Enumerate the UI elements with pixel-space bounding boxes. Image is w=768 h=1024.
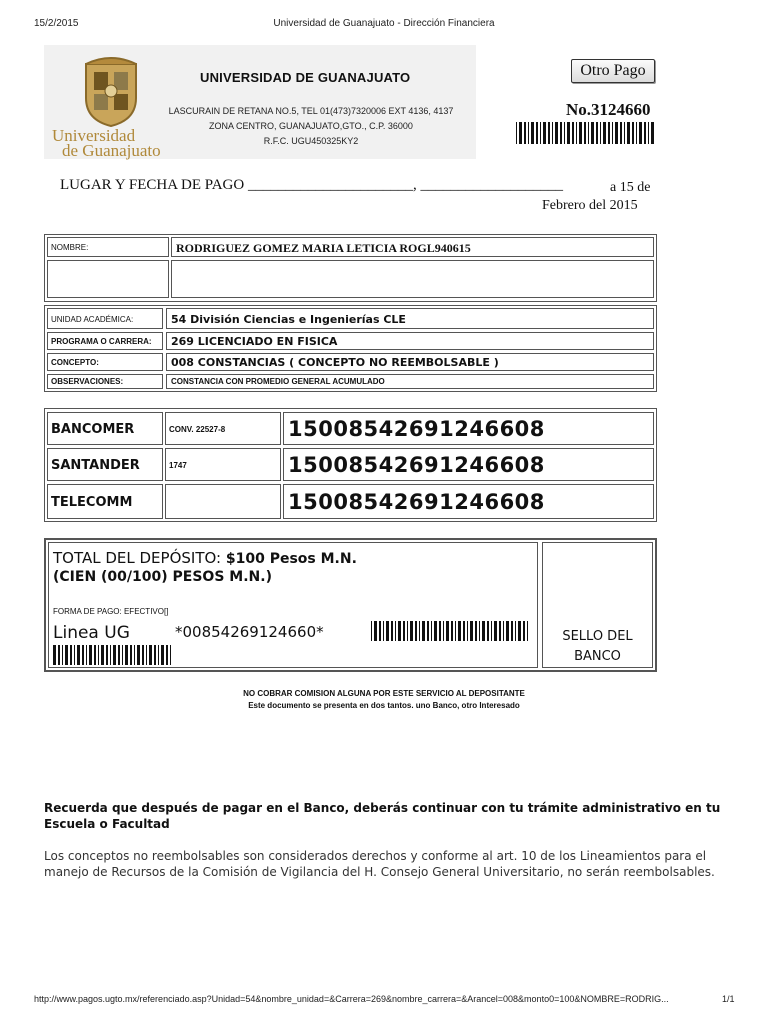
concepto-value: 008 CONSTANCIAS ( CONCEPTO NO REEMBOLSABLE )	[171, 356, 499, 369]
barcode-bar	[588, 122, 589, 144]
detail-label-cell	[47, 308, 163, 329]
university-title: UNIVERSIDAD DE GUANAJUATO	[200, 70, 411, 85]
bank-reference: 15008542691246608	[288, 417, 545, 441]
barcode-bar	[86, 645, 87, 665]
barcode-bar	[146, 645, 147, 665]
barcode-bar	[615, 122, 618, 144]
bank-name: SANTANDER	[51, 458, 140, 473]
fecha-line-2: Febrero del 2015	[542, 198, 638, 213]
barcode-bar	[519, 122, 522, 144]
conceptos-text: Los conceptos no reembolsables son considerados derechos y conforme al art. 10 de los Lineamientos para el manejo de Recursos de la Comisión de Vigilancia del H. Consejo General Universitario, no serán reembolsables.	[44, 849, 715, 879]
bank-convenio: 1747	[169, 461, 187, 470]
barcode-bar	[494, 621, 497, 641]
barcode-bar	[639, 122, 642, 144]
lugar-fecha-label: LUGAR Y FECHA DE PAGO ______________________, ___________________	[60, 177, 563, 193]
note-line-2: Este documento se presenta en dos tantos. uno Banco, otro Interesado	[248, 701, 520, 710]
bank-conv-cell	[165, 484, 281, 519]
nombre-label: NOMBRE:	[51, 243, 89, 252]
print-title: Universidad de Guanajuato - Dirección Financiera	[273, 18, 495, 29]
barcode-bar	[170, 645, 171, 665]
barcode-bar	[644, 122, 646, 144]
barcode-bar	[543, 122, 546, 144]
nombre-label-cell	[47, 237, 169, 257]
folio-barcode	[516, 122, 656, 144]
sello-line-1: SELLO DEL	[562, 629, 633, 644]
bank-ref-cell	[283, 448, 654, 481]
observaciones-value: CONSTANCIA CON PROMEDIO GENERAL ACUMULADO	[171, 377, 385, 386]
total-label: TOTAL DEL DEPÓSITO:	[53, 549, 222, 567]
barcode-bar	[149, 645, 152, 665]
barcode-bar	[540, 122, 541, 144]
logo-line1: Universidad	[52, 126, 136, 145]
barcode-bar	[555, 122, 558, 144]
barcode-bar	[383, 621, 384, 641]
bank-convenio: CONV. 22527-8	[169, 425, 226, 434]
bank-reference: 15008542691246608	[288, 453, 545, 477]
photo-cell	[47, 260, 169, 298]
barcode-bar	[113, 645, 116, 665]
barcode-bar	[523, 621, 525, 641]
barcode-bar	[419, 621, 420, 641]
barcode-bar	[439, 621, 441, 641]
barcode-bar	[386, 621, 389, 641]
detail-value-cell	[166, 353, 654, 371]
deposit-box	[44, 538, 657, 672]
barcode-bar	[511, 621, 513, 641]
detail-value-cell	[166, 308, 654, 329]
barcode-bar	[470, 621, 473, 641]
recuerda-text: Recuerda que después de pagar en el Banco, deberás continuar con tu trámite administrativo en tu Escuela o Facultad	[44, 801, 721, 831]
barcode-bar	[516, 122, 517, 144]
detail-label-cell	[47, 353, 163, 371]
barcode-bar	[506, 621, 509, 641]
programa-value: 269 LICENCIADO EN FISICA	[171, 335, 338, 348]
barcode-bar	[98, 645, 99, 665]
barcode-bar	[572, 122, 574, 144]
barcode-bar	[166, 645, 168, 665]
barcode-bar	[591, 122, 594, 144]
barcode-bar	[560, 122, 562, 144]
barcode-bar	[391, 621, 393, 641]
deposit-info-cell	[48, 542, 538, 668]
linea-ug-label: Linea UG	[53, 623, 130, 643]
barcode-bar	[134, 645, 135, 665]
barcode-bar	[446, 621, 449, 641]
barcode-bar	[110, 645, 111, 665]
barcode-bar	[548, 122, 550, 144]
barcode-bar	[77, 645, 80, 665]
barcode-bar	[422, 621, 425, 641]
barcode-bar	[579, 122, 582, 144]
barcode-bar	[651, 122, 654, 144]
barcode-bar	[636, 122, 637, 144]
barcode-bar	[434, 621, 437, 641]
bank-name: BANCOMER	[51, 422, 135, 437]
bank-name-cell	[47, 412, 163, 445]
barcode-bar	[503, 621, 504, 641]
barcode-bar	[118, 645, 120, 665]
bank-ref-cell	[283, 484, 654, 519]
barcode-bar	[479, 621, 480, 641]
barcode-bar	[158, 645, 159, 665]
barcode-bar	[407, 621, 408, 641]
detail-value-cell	[166, 374, 654, 389]
barcode-bar	[371, 621, 372, 641]
otro-pago-button[interactable]: Otro Pago	[571, 59, 655, 83]
barcode-bar	[552, 122, 553, 144]
barcode-bar	[487, 621, 489, 641]
barcode-bar	[576, 122, 577, 144]
print-page: 1/1	[722, 994, 735, 1004]
barcode-bar	[467, 621, 468, 641]
folio-number: No.3124660	[566, 100, 651, 119]
barcode-bar	[403, 621, 405, 641]
fecha-line-1: a 15 de	[610, 180, 651, 195]
student-box	[44, 234, 657, 302]
bank-reference: 15008542691246608	[288, 490, 545, 514]
barcode-bar	[528, 122, 529, 144]
barcode-bar	[89, 645, 92, 665]
barcode-bar	[524, 122, 526, 144]
bank-conv-cell	[165, 412, 281, 445]
barcode-bar	[463, 621, 465, 641]
barcode-bar	[600, 122, 601, 144]
linea-barcode-right	[371, 621, 531, 641]
barcode-bar	[427, 621, 429, 641]
total-value: $100 Pesos M.N.	[225, 551, 357, 567]
detail-value-cell	[166, 332, 654, 350]
details-box	[44, 305, 657, 392]
barcode-bar	[564, 122, 565, 144]
barcode-bar	[161, 645, 164, 665]
barcode-bar	[410, 621, 413, 641]
barcode-bar	[584, 122, 586, 144]
sello-cell	[542, 542, 653, 668]
barcode-bar	[527, 621, 528, 641]
barcode-bar	[374, 621, 377, 641]
barcode-bar	[458, 621, 461, 641]
logo-text	[52, 128, 161, 158]
barcode-bar	[624, 122, 625, 144]
barcode-bar	[415, 621, 417, 641]
barcode-bar	[379, 621, 381, 641]
university-seal-icon	[82, 54, 140, 128]
barcode-bar	[395, 621, 396, 641]
barcode-bar	[531, 122, 534, 144]
bank-name: TELECOMM	[51, 495, 133, 510]
bank-name-cell	[47, 484, 163, 519]
barcode-bar	[130, 645, 132, 665]
blank-cell	[171, 260, 654, 298]
barcode-bar	[137, 645, 140, 665]
barcode-bar	[65, 645, 68, 665]
barcode-bar	[62, 645, 63, 665]
print-url: http://www.pagos.ugto.mx/referenciado.asp?Unidad=54&nombre_unidad=&Carrera=269&nombre_carrera=&Arancel=008&monto0=100&NOMBRE=RODRIG...	[34, 994, 669, 1004]
barcode-bar	[608, 122, 610, 144]
barcode-bar	[648, 122, 649, 144]
sello-line-2: BANCO	[574, 649, 621, 664]
address-line-1: LASCURAIN DE RETANA NO.5, TEL 01(473)7320006 EXT 4136, 4137	[168, 106, 454, 116]
barcode-bar	[431, 621, 432, 641]
barcode-bar	[536, 122, 538, 144]
barcode-bar	[125, 645, 128, 665]
barcode-bar	[106, 645, 108, 665]
barcode-bar	[70, 645, 72, 665]
barcode-bar	[455, 621, 456, 641]
print-date: 15/2/2015	[34, 18, 79, 29]
barcode-bar	[443, 621, 444, 641]
unidad-label: UNIDAD ACADÉMICA:	[51, 315, 134, 324]
barcode-bar	[101, 645, 104, 665]
nombre-value-cell	[171, 237, 654, 257]
logo-line2: de Guanajuato	[62, 141, 161, 160]
barcode-bar	[518, 621, 521, 641]
programa-label: PROGRAMA O CARRERA:	[51, 337, 152, 346]
barcode-bar	[451, 621, 453, 641]
detail-label-cell	[47, 374, 163, 389]
barcode-bar	[603, 122, 606, 144]
linea-barcode-left	[53, 645, 175, 665]
barcode-bar	[94, 645, 96, 665]
barcode-bar	[499, 621, 501, 641]
barcode-bar	[596, 122, 598, 144]
address-line-2: ZONA CENTRO, GUANAJUATO,GTO., C.P. 36000	[209, 121, 413, 131]
barcode-bar	[53, 645, 56, 665]
observaciones-label: OBSERVACIONES:	[51, 377, 124, 386]
bank-ref-cell	[283, 412, 654, 445]
barcode-bar	[154, 645, 156, 665]
barcode-bar	[74, 645, 75, 665]
nombre-value: RODRIGUEZ GOMEZ MARIA LETICIA ROGL940615	[176, 241, 471, 255]
barcode-bar	[482, 621, 485, 641]
note-line-1: NO COBRAR COMISION ALGUNA POR ESTE SERVICIO AL DEPOSITANTE	[243, 689, 525, 698]
barcode-bar	[58, 645, 60, 665]
bank-conv-cell	[165, 448, 281, 481]
bank-name-cell	[47, 448, 163, 481]
concepto-label: CONCEPTO:	[51, 358, 99, 367]
barcode-bar	[122, 645, 123, 665]
detail-label-cell	[47, 332, 163, 350]
barcode-bar	[491, 621, 492, 641]
unidad-value: 54 División Ciencias e Ingenierías CLE	[171, 313, 406, 326]
banks-box	[44, 408, 657, 522]
barcode-bar	[82, 645, 84, 665]
barcode-bar	[567, 122, 570, 144]
barcode-bar	[515, 621, 516, 641]
barcode-bar	[627, 122, 630, 144]
barcode-bar	[632, 122, 634, 144]
forma-pago: FORMA DE PAGO: EFECTIVO[]	[53, 607, 169, 616]
barcode-bar	[398, 621, 401, 641]
barcode-bar	[475, 621, 477, 641]
barcode-bar	[612, 122, 613, 144]
barcode-bar	[142, 645, 144, 665]
total-words: (CIEN (00/100) PESOS M.N.)	[53, 569, 272, 585]
linea-ug-value: *00854269124660*	[175, 623, 324, 641]
barcode-bar	[620, 122, 622, 144]
address-line-3: R.F.C. UGU450325KY2	[263, 136, 359, 146]
